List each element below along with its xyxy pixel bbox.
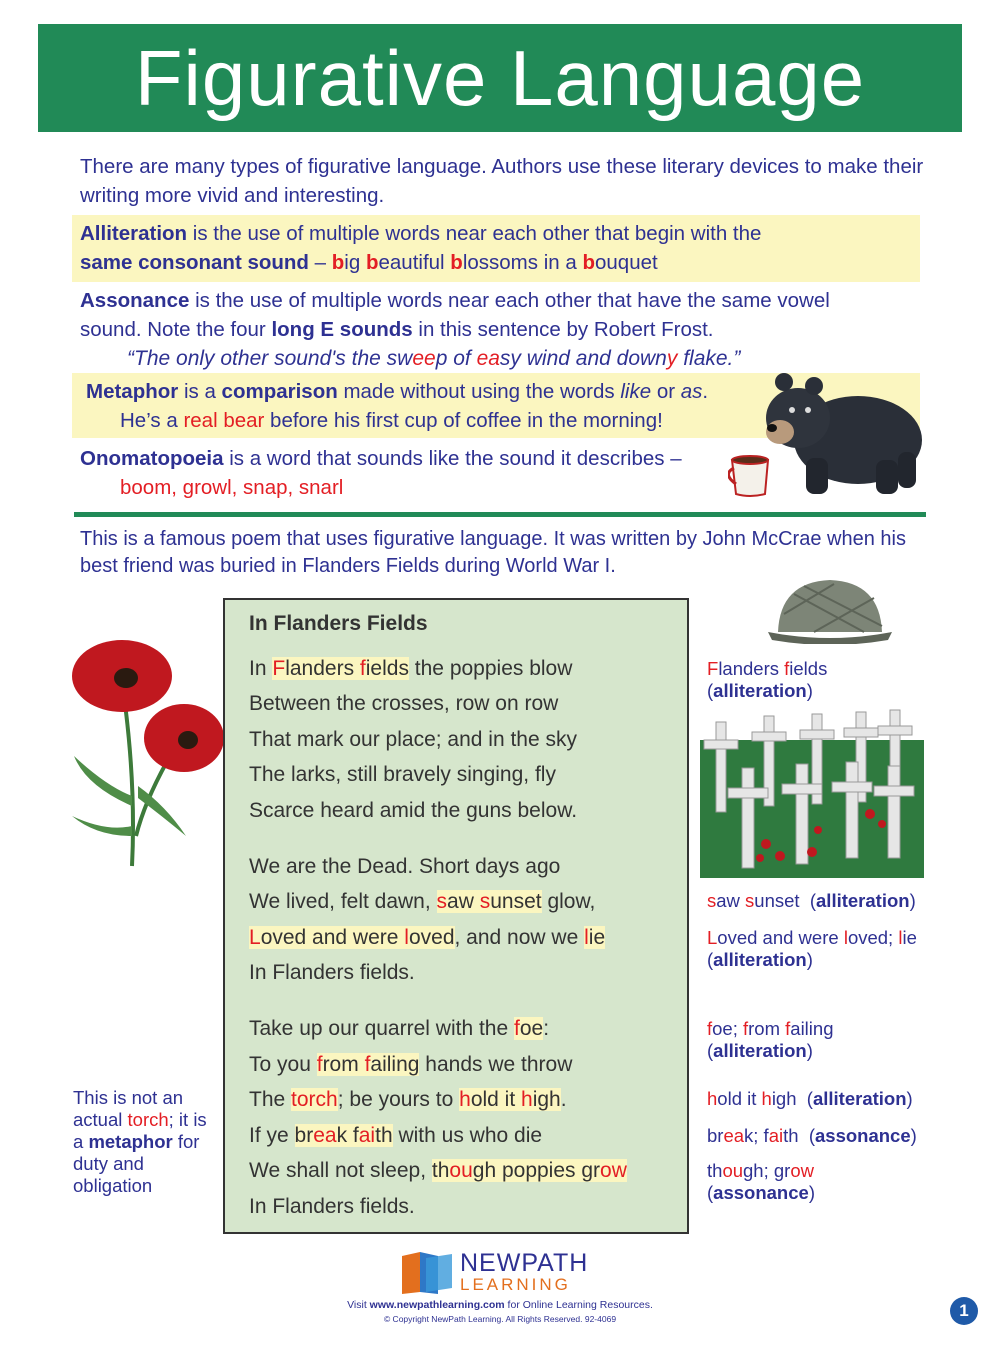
bear-illustration xyxy=(758,368,928,500)
poem-line: We shall not sleep, though poppies grow xyxy=(249,1159,627,1182)
poem-title: In Flanders Fields xyxy=(249,612,428,635)
poppy-illustration xyxy=(66,636,226,872)
poem-box xyxy=(223,598,689,1234)
note-hold-it-high: hold it high (alliteration) xyxy=(707,1088,913,1109)
poem-line: If ye break faith with us who die xyxy=(249,1124,543,1147)
note-foe: foe; from failing (alliteration) xyxy=(707,1018,834,1061)
footer-copyright: © Copyright NewPath Learning. All Rights Reserved. 92-4069 xyxy=(383,1314,617,1324)
coffee-cup-illustration xyxy=(728,452,778,498)
assonance-term: Assonance xyxy=(80,289,190,312)
section-divider xyxy=(74,512,926,517)
intro-text: There are many types of figurative language. Authors use these literary devices to make their writing more vivid and interesting. xyxy=(80,155,924,207)
poem-line: In Flanders fields. xyxy=(249,961,415,984)
alliteration-definition: Alliteration is the use of multiple words near each other that begin with the same consonant sound – big beautiful blossoms in a bouquet xyxy=(72,215,920,282)
poem-line: The larks, still bravely singing, fly xyxy=(249,763,556,786)
poem-line: Scarce heard amid the guns below. xyxy=(249,799,578,822)
newpath-logo-icon xyxy=(398,1248,456,1296)
poem-line: Loved and were loved, and now we lie xyxy=(249,926,606,949)
page-title: Figurative Language xyxy=(134,34,866,122)
poem-line: We lived, felt dawn, saw sunset glow, xyxy=(249,890,596,913)
poem-line: In Flanders fields. xyxy=(249,1195,415,1218)
onomatopoeia-term: Onomatopoeia xyxy=(80,447,224,470)
frost-quote: “The only other sound's the sweep of easy wind and downy flake.” xyxy=(127,347,741,370)
title-banner xyxy=(38,24,962,132)
note-saw-sunset: saw sunset (alliteration) xyxy=(707,890,916,911)
newpath-logo: NEWPATH LEARNING xyxy=(460,1249,589,1294)
poem-line: The torch; be yours to hold it high. xyxy=(249,1088,567,1111)
note-loved: Loved and were loved; lie (alliteration) xyxy=(707,927,917,970)
assonance-definition: Assonance is the use of multiple words near each other that have the same vowel sound. Note the four long E sounds in this sentence by Robert Frost. “The only other sound's the sweep of easy wind and downy flake.” xyxy=(80,289,830,370)
note-break-faith: break; faith (assonance) xyxy=(707,1125,917,1146)
footer-visit: Visit www.newpathlearning.com for Online Learning Resources. xyxy=(347,1299,653,1311)
alliteration-term: Alliteration xyxy=(80,222,188,245)
poem-line: Take up our quarrel with the foe: xyxy=(249,1017,550,1040)
helmet-illustration xyxy=(764,574,896,644)
crosses-field-illustration xyxy=(700,706,924,878)
poem-line: In Flanders fields the poppies blow xyxy=(249,657,573,680)
footer-url-link[interactable]: www.newpathlearning.com xyxy=(369,1299,505,1311)
poem-intro: This is a famous poem that uses figurative language. It was written by John McCrae when his best friend was buried in Flanders Fields during World War I. xyxy=(80,528,906,577)
metaphor-term: Metaphor xyxy=(86,380,179,403)
poem-line: We are the Dead. Short days ago xyxy=(249,855,561,878)
onomatopoeia-definition: Onomatopoeia is a word that sounds like the sound it describes – boom, growl, snap, snarl xyxy=(80,447,682,499)
page-number-badge: 1 xyxy=(950,1297,978,1325)
note-though-grow: though; grow (assonance) xyxy=(707,1160,815,1203)
poem-line: To you from failing hands we throw xyxy=(249,1053,573,1076)
poem-line: Between the crosses, row on row xyxy=(249,692,559,715)
poem-line: That mark our place; and in the sky xyxy=(249,728,577,751)
note-flanders-fields: Flanders fields (alliteration) xyxy=(707,658,828,701)
note-torch-metaphor: This is not an actual torch; it is a metaphor for duty and obligation xyxy=(73,1087,207,1196)
metaphor-definition: Metaphor is a comparison made without using the words like or as. He’s a real bear before his first cup of coffee in the morning! xyxy=(72,373,920,438)
